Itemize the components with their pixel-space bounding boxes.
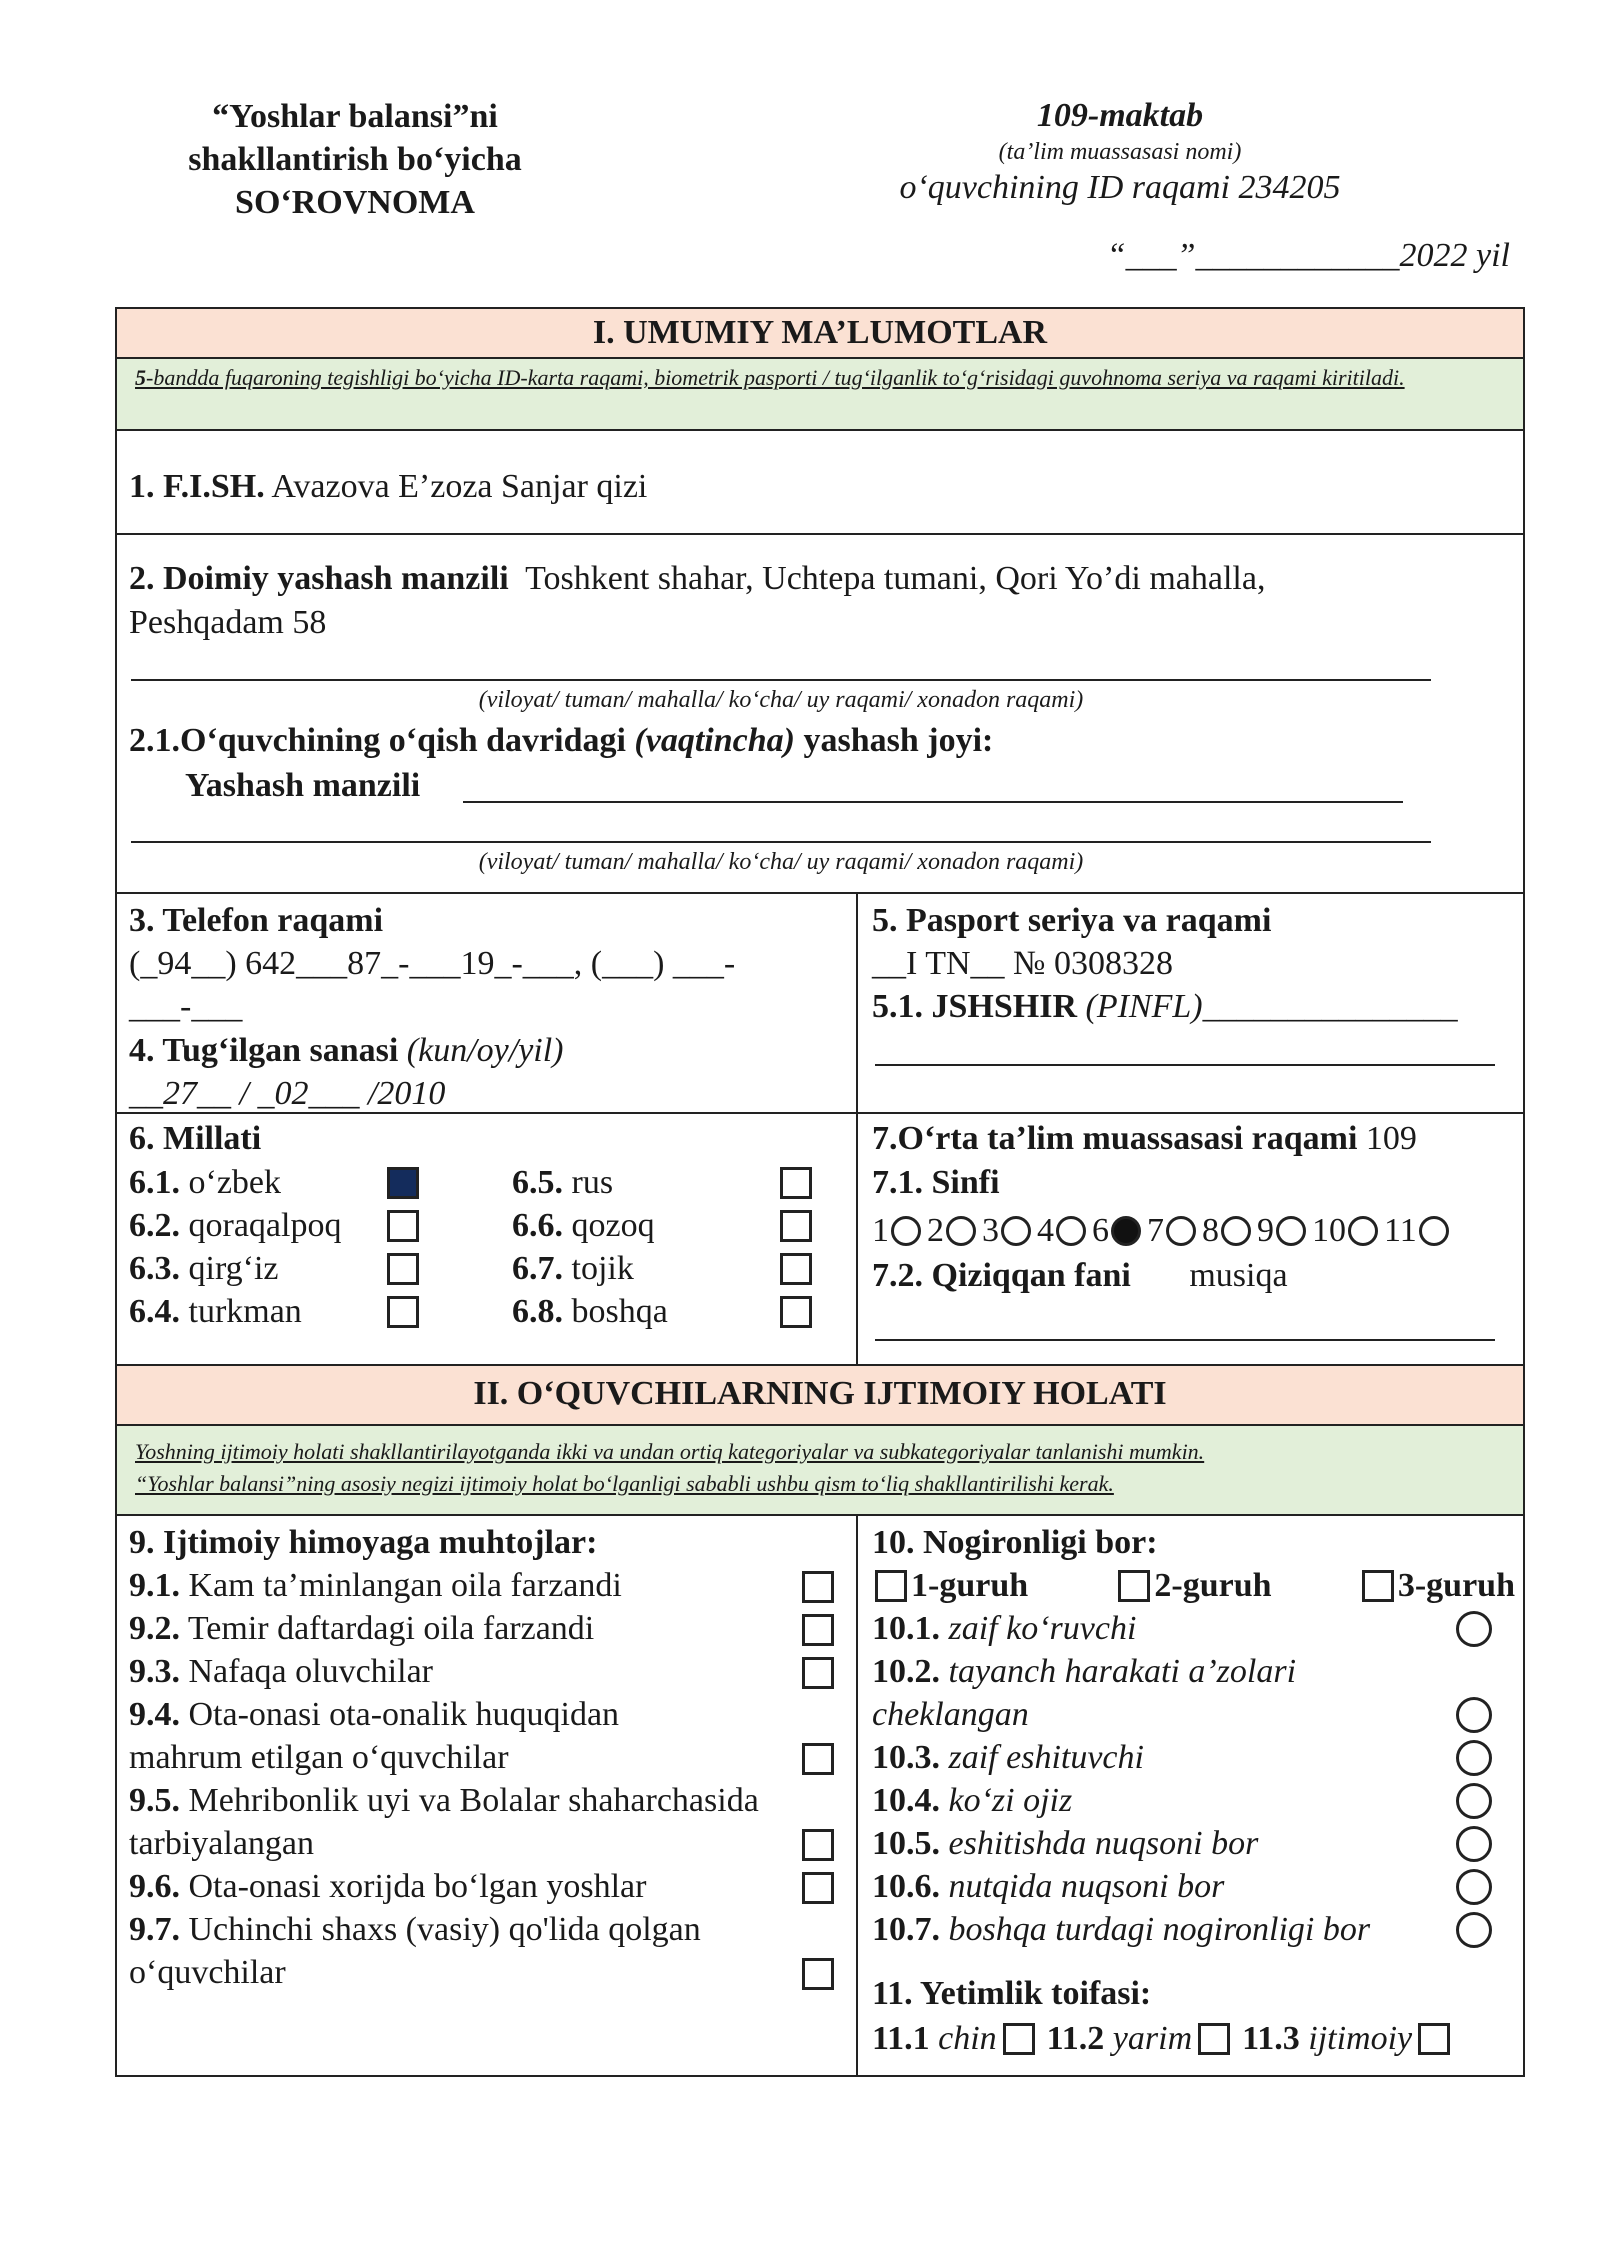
- nation-checkbox[interactable]: [780, 1253, 812, 1285]
- grade-radio[interactable]: [1276, 1216, 1306, 1246]
- fish-label: 1. F.I.SH.: [129, 468, 265, 505]
- protection-item-number: 9.7.: [129, 1911, 180, 1948]
- address-row: [129, 557, 1509, 600]
- date-line: “___”____________2022 yil: [1106, 237, 1510, 274]
- pinfl-hint: (PINFL): [1085, 988, 1203, 1025]
- spacer: [856, 1364, 858, 1516]
- grade-radio[interactable]: [891, 1216, 921, 1246]
- disability-item-text: zaif eshituvchi: [948, 1739, 1144, 1776]
- disability-item-number: 10.7.: [872, 1911, 940, 1948]
- grade-number: 9: [1257, 1212, 1274, 1249]
- nation-option-label: [129, 1290, 302, 1333]
- disability-group-option[interactable]: [875, 1564, 1028, 1607]
- grade-number: 1: [872, 1212, 889, 1249]
- nation-checkbox[interactable]: [387, 1167, 419, 1199]
- address-value[interactable]: Toshkent shahar, Uchtepa tumani, Qori Yo’di mahalla,: [525, 560, 1266, 597]
- birth-hint: (kun/oy/yil): [406, 1032, 564, 1069]
- disability-group-checkbox[interactable]: [1362, 1570, 1394, 1602]
- nation-option-number: 6.3.: [129, 1250, 180, 1287]
- temp-label-a: 2.1.O‘quvchining o‘qish davridagi: [129, 722, 626, 759]
- protection-item-number: 9.2.: [129, 1610, 180, 1647]
- protection-list: [129, 1564, 844, 1994]
- disability-item-number: 10.1.: [872, 1610, 940, 1647]
- grade-radio[interactable]: [1419, 1216, 1449, 1246]
- subject-field-line[interactable]: [875, 1339, 1495, 1341]
- disability-item-text: zaif ko‘ruvchi: [948, 1610, 1137, 1647]
- grade-number: 2: [927, 1212, 944, 1249]
- protection-item-text-cont: tarbiyalangan: [129, 1825, 315, 1862]
- pinfl-row: [872, 985, 1458, 1028]
- disability-group-checkbox[interactable]: [1118, 1570, 1150, 1602]
- disability-item[interactable]: [872, 1908, 1512, 1951]
- disability-group-option[interactable]: [1362, 1564, 1515, 1607]
- disability-radio[interactable]: [1456, 1869, 1492, 1905]
- protection-item-line: [129, 1650, 844, 1693]
- disability-item-text: tayanch harakati a’zolari: [948, 1653, 1297, 1690]
- disability-group-label: 3-guruh: [1397, 1567, 1515, 1604]
- temp-address-field[interactable]: [463, 801, 1403, 803]
- temp-address-sublabel: Yashash manzili: [185, 767, 421, 804]
- pinfl-label: 5.1. JSHSHIR: [872, 988, 1077, 1025]
- disability-radio[interactable]: [1456, 1740, 1492, 1776]
- protection-item[interactable]: [129, 1607, 844, 1650]
- orphan-label: 11. Yetimlik toifasi:: [872, 1975, 1152, 2012]
- orphan-checkbox[interactable]: [1003, 2023, 1035, 2055]
- grade-number: 4: [1037, 1212, 1054, 1249]
- protection-item[interactable]: [129, 1865, 844, 1908]
- protection-checkbox[interactable]: [802, 1657, 834, 1689]
- orphan-option[interactable]: [1047, 2017, 1230, 2060]
- protection-label: 9. Ijtimoiy himoyaga muhtojlar:: [129, 1524, 598, 1561]
- orphan-checkbox[interactable]: [1198, 2023, 1230, 2055]
- orphan-option-text: yarim: [1112, 2020, 1193, 2057]
- phone-value-line2[interactable]: ___-___: [129, 988, 243, 1025]
- address-hint: (viloyat/ tuman/ mahalla/ ko‘cha/ uy raqami/ xonadon raqami): [478, 687, 1084, 713]
- temp-label-b: (vaqtincha): [634, 722, 795, 759]
- protection-item-line: [129, 1693, 844, 1736]
- disability-item-line: [872, 1779, 1512, 1822]
- orphan-option-text: ijtimoiy: [1308, 2020, 1413, 2057]
- disability-item-number: 10.5.: [872, 1825, 940, 1862]
- protection-item[interactable]: [129, 1693, 844, 1779]
- passport-label: 5. Pasport seriya va raqami: [872, 902, 1272, 939]
- nation-checkbox[interactable]: [387, 1296, 419, 1328]
- disability-radio[interactable]: [1456, 1611, 1492, 1647]
- disability-list: [872, 1607, 1512, 1951]
- disability-item-text: eshitishda nuqsoni bor: [948, 1825, 1259, 1862]
- nation-label: 6. Millati: [129, 1120, 262, 1157]
- birth-row: [129, 1029, 564, 1072]
- school-number-label: 7.O‘rta ta’lim muassasasi raqami: [872, 1120, 1358, 1157]
- nation-checkbox[interactable]: [387, 1210, 419, 1242]
- orphan-option[interactable]: [1242, 2017, 1450, 2060]
- nation-option-name: qirg‘iz: [188, 1250, 279, 1287]
- nation-option-name: tojik: [571, 1250, 634, 1287]
- grade-number: 10: [1312, 1212, 1346, 1249]
- nation-checkbox[interactable]: [780, 1296, 812, 1328]
- address-blank-line[interactable]: [131, 679, 1431, 681]
- grade-radio[interactable]: [1166, 1216, 1196, 1246]
- form-title-line2: shakllantirish bo‘yicha: [188, 141, 522, 178]
- subject-value[interactable]: musiqa: [1189, 1257, 1288, 1294]
- temp-address-field-2[interactable]: [131, 841, 1431, 843]
- protection-item-line: [129, 1779, 844, 1822]
- protection-item-text: Ota-onasi xorijda bo‘lgan yoshlar: [188, 1868, 647, 1905]
- grade-radio[interactable]: [1056, 1216, 1086, 1246]
- nation-option-number: 6.7.: [512, 1250, 563, 1287]
- nation-option[interactable]: [512, 1204, 812, 1247]
- nation-checkbox[interactable]: [387, 1253, 419, 1285]
- protection-item-number: 9.4.: [129, 1696, 180, 1733]
- protection-item-number: 9.3.: [129, 1653, 180, 1690]
- disability-label: 10. Nogironligi bor:: [872, 1524, 1158, 1561]
- protection-item-text-cont: o‘quvchilar: [129, 1954, 286, 1991]
- disability-item[interactable]: [872, 1650, 1512, 1736]
- birth-value[interactable]: __27__ / _02___ /2010: [129, 1075, 446, 1112]
- disability-item[interactable]: [872, 1779, 1512, 1822]
- disability-groups: [875, 1564, 1515, 1607]
- grade-radio[interactable]: [1111, 1216, 1141, 1246]
- protection-checkbox[interactable]: [802, 1958, 834, 1990]
- section1-note-text: -bandda fuqaroning tegishligi bo‘yicha ID-karta raqami, biometrik pasporti / tug‘ilganlik to‘g‘risidagi guvohnoma seriya va raqami kiritiladi.: [146, 365, 1405, 390]
- protection-item-text: Kam ta’minlangan oila farzandi: [188, 1567, 622, 1604]
- pinfl-field[interactable]: _______________: [1202, 988, 1458, 1025]
- protection-item[interactable]: [129, 1650, 844, 1693]
- section2-note: [117, 1426, 1523, 1516]
- disability-item-number: 10.3.: [872, 1739, 940, 1776]
- temp-address-label: [129, 719, 993, 762]
- nations-left-list: [129, 1161, 429, 1333]
- section1-note-prefix: 5: [135, 365, 146, 390]
- orphan-checkbox[interactable]: [1418, 2023, 1450, 2055]
- grade-radio[interactable]: [1348, 1216, 1378, 1246]
- disability-item-text: nutqida nuqsoni bor: [948, 1868, 1225, 1905]
- protection-checkbox[interactable]: [802, 1829, 834, 1861]
- phone-label: 3. Telefon raqami: [129, 902, 384, 939]
- nation-option-label: [512, 1204, 655, 1247]
- disability-item-line: [872, 1865, 1512, 1908]
- nation-option-name: boshqa: [571, 1293, 668, 1330]
- pinfl-field-2[interactable]: [875, 1064, 1495, 1066]
- orphan-option-number: 11.3: [1242, 2020, 1300, 2057]
- grade-number: 8: [1202, 1212, 1219, 1249]
- nation-option-name: qozoq: [571, 1207, 655, 1244]
- nation-option-label: [129, 1247, 279, 1290]
- nation-option-number: 6.6.: [512, 1207, 563, 1244]
- nation-option-name: rus: [571, 1164, 614, 1201]
- protection-item[interactable]: [129, 1908, 844, 1994]
- disability-radio[interactable]: [1456, 1783, 1492, 1819]
- nation-option[interactable]: [512, 1290, 812, 1333]
- protection-item-line: [129, 1865, 844, 1908]
- nation-checkbox[interactable]: [780, 1210, 812, 1242]
- nation-option[interactable]: [512, 1247, 812, 1290]
- form-title-line1: “Yoshlar balansi”ni: [212, 98, 498, 135]
- divider: [117, 533, 1523, 535]
- disability-item-number: 10.6.: [872, 1868, 940, 1905]
- address-value-line2[interactable]: Peshqadam 58: [129, 604, 327, 641]
- nation-checkbox[interactable]: [780, 1167, 812, 1199]
- nation-option-label: [512, 1161, 613, 1204]
- disability-item[interactable]: [872, 1736, 1512, 1779]
- nation-option-name: qoraqalpoq: [188, 1207, 342, 1244]
- nation-option-number: 6.4.: [129, 1293, 180, 1330]
- protection-item-number: 9.5.: [129, 1782, 180, 1819]
- grade-number: 11: [1384, 1212, 1417, 1249]
- disability-item[interactable]: [872, 1607, 1512, 1650]
- disability-item-text: ko‘zi ojiz: [948, 1782, 1073, 1819]
- disability-group-label: 2-guruh: [1154, 1567, 1272, 1604]
- disability-item[interactable]: [872, 1822, 1512, 1865]
- divider: [117, 892, 1523, 894]
- grade-number: 7: [1147, 1212, 1164, 1249]
- section2-title: II. O‘QUVCHILARNING IJTIMOIY HOLATI: [117, 1366, 1523, 1426]
- disability-group-label: 1-guruh: [911, 1567, 1029, 1604]
- phone-value[interactable]: (_94__) 642___87_-___19_-___, (___) ___-: [129, 945, 736, 982]
- subject-row: [872, 1254, 1288, 1297]
- protection-item-text: Nafaqa oluvchilar: [188, 1653, 433, 1690]
- school-row: [872, 1117, 1417, 1160]
- protection-checkbox[interactable]: [802, 1872, 834, 1904]
- protection-checkbox[interactable]: [802, 1614, 834, 1646]
- nation-option[interactable]: [129, 1161, 419, 1204]
- nation-option[interactable]: [512, 1161, 812, 1204]
- protection-item[interactable]: [129, 1779, 844, 1865]
- orphan-option-text: chin: [938, 2020, 997, 2057]
- nation-option-label: [512, 1290, 668, 1333]
- disability-item-text-cont: cheklangan: [872, 1696, 1029, 1733]
- grade-radio[interactable]: [1221, 1216, 1251, 1246]
- birth-label: 4. Tug‘ilgan sanasi: [129, 1032, 399, 1069]
- grade-label: 7.1. Sinfi: [872, 1164, 1000, 1201]
- student-id-line: o‘quvchining ID raqami 234205: [899, 169, 1341, 206]
- school-number-value[interactable]: 109: [1365, 1120, 1417, 1157]
- subject-label: 7.2. Qiziqqan fani: [872, 1257, 1131, 1294]
- form-frame: [115, 307, 1525, 2077]
- disability-item-line: [872, 1650, 1512, 1693]
- protection-item-number: 9.1.: [129, 1567, 180, 1604]
- nation-option-number: 6.5.: [512, 1164, 563, 1201]
- passport-value[interactable]: __I TN__ № 0308328: [872, 945, 1173, 982]
- grade-radio[interactable]: [1001, 1216, 1031, 1246]
- orphan-options: [872, 2017, 1450, 2060]
- fish-row: [129, 465, 647, 508]
- disability-radio[interactable]: [1456, 1826, 1492, 1862]
- section2-note-line1: Yoshning ijtimoiy holati shakllantirilayotganda ikki va undan ortiq kategoriyalar va subkategoriyalar tanlanishi mumkin.: [135, 1439, 1205, 1464]
- orphan-option[interactable]: [872, 2017, 1035, 2060]
- grade-options: [872, 1209, 1455, 1252]
- fish-value[interactable]: Avazova E’zoza Sanjar qizi: [271, 468, 648, 505]
- grade-radio[interactable]: [946, 1216, 976, 1246]
- nation-option-label: [129, 1161, 281, 1204]
- nation-option[interactable]: [129, 1204, 419, 1247]
- disability-item-line: [872, 1736, 1512, 1779]
- nation-option-label: [512, 1247, 634, 1290]
- protection-item-text: Mehribonlik uyi va Bolalar shaharchasida: [188, 1782, 759, 1819]
- orphan-option-number: 11.2: [1046, 2020, 1105, 2057]
- disability-item-line: [872, 1822, 1512, 1865]
- nation-option-number: 6.8.: [512, 1293, 563, 1330]
- nations-right-list: [512, 1161, 832, 1333]
- protection-item-line: [129, 1908, 844, 1951]
- protection-item-text: Temir daftardagi oila farzandi: [187, 1610, 595, 1647]
- school-name-hint: (ta’lim muassasasi nomi): [998, 139, 1242, 165]
- orphan-option-number: 11.1: [872, 2020, 930, 2057]
- nation-option[interactable]: [129, 1247, 419, 1290]
- disability-item-line: [872, 1908, 1512, 1951]
- section2-note-line2: “Yoshlar balansi”ning asosiy negizi ijtimoiy holat bo‘lganligi sababli ushbu qism to‘liq shakllantirilishi kerak.: [135, 1471, 1114, 1496]
- disability-radio[interactable]: [1456, 1912, 1492, 1948]
- nation-option-name: o‘zbek: [188, 1164, 282, 1201]
- nation-option-name: turkman: [188, 1293, 302, 1330]
- section1-note: [117, 359, 1523, 431]
- disability-item[interactable]: [872, 1865, 1512, 1908]
- section1-title: I. UMUMIY MA’LUMOTLAR: [117, 309, 1523, 359]
- disability-item-line: [872, 1607, 1512, 1650]
- disability-group-option[interactable]: [1118, 1564, 1271, 1607]
- protection-item-line: [129, 1564, 844, 1607]
- divider: [117, 1112, 1523, 1114]
- grade-number: 3: [982, 1212, 999, 1249]
- protection-checkbox[interactable]: [802, 1571, 834, 1603]
- form-title-line3: SO‘ROVNOMA: [235, 184, 475, 221]
- grade-number: 6: [1092, 1212, 1109, 1249]
- nation-option-label: [129, 1204, 341, 1247]
- disability-group-checkbox[interactable]: [875, 1570, 907, 1602]
- address-label: 2. Doimiy yashash manzili: [129, 560, 509, 597]
- protection-item-line: [129, 1607, 844, 1650]
- disability-item-number: 10.4.: [872, 1782, 940, 1819]
- form-title: [120, 95, 590, 224]
- protection-item-text: Ota-onasi ota-onalik huquqidan: [188, 1696, 620, 1733]
- protection-item-text: Uchinchi shaxs (vasiy) qo'lida qolgan: [188, 1911, 701, 1948]
- nation-option-number: 6.2.: [129, 1207, 180, 1244]
- disability-item-text: boshqa turdagi nogironligi bor: [948, 1911, 1371, 1948]
- nation-option[interactable]: [129, 1290, 419, 1333]
- protection-item[interactable]: [129, 1564, 844, 1607]
- temp-address-hint: (viloyat/ tuman/ mahalla/ ko‘cha/ uy raqami/ xonadon raqami): [478, 849, 1084, 875]
- school-header: [760, 95, 1480, 209]
- disability-item-number: 10.2.: [872, 1653, 940, 1690]
- protection-item-number: 9.6.: [129, 1868, 180, 1905]
- disability-radio[interactable]: [1456, 1697, 1492, 1733]
- school-name: 109-maktab: [1036, 97, 1204, 134]
- temp-label-c: yashash joyi:: [803, 722, 994, 759]
- nation-option-number: 6.1.: [129, 1164, 180, 1201]
- protection-item-text-cont: mahrum etilgan o‘quvchilar: [129, 1739, 509, 1776]
- protection-checkbox[interactable]: [802, 1743, 834, 1775]
